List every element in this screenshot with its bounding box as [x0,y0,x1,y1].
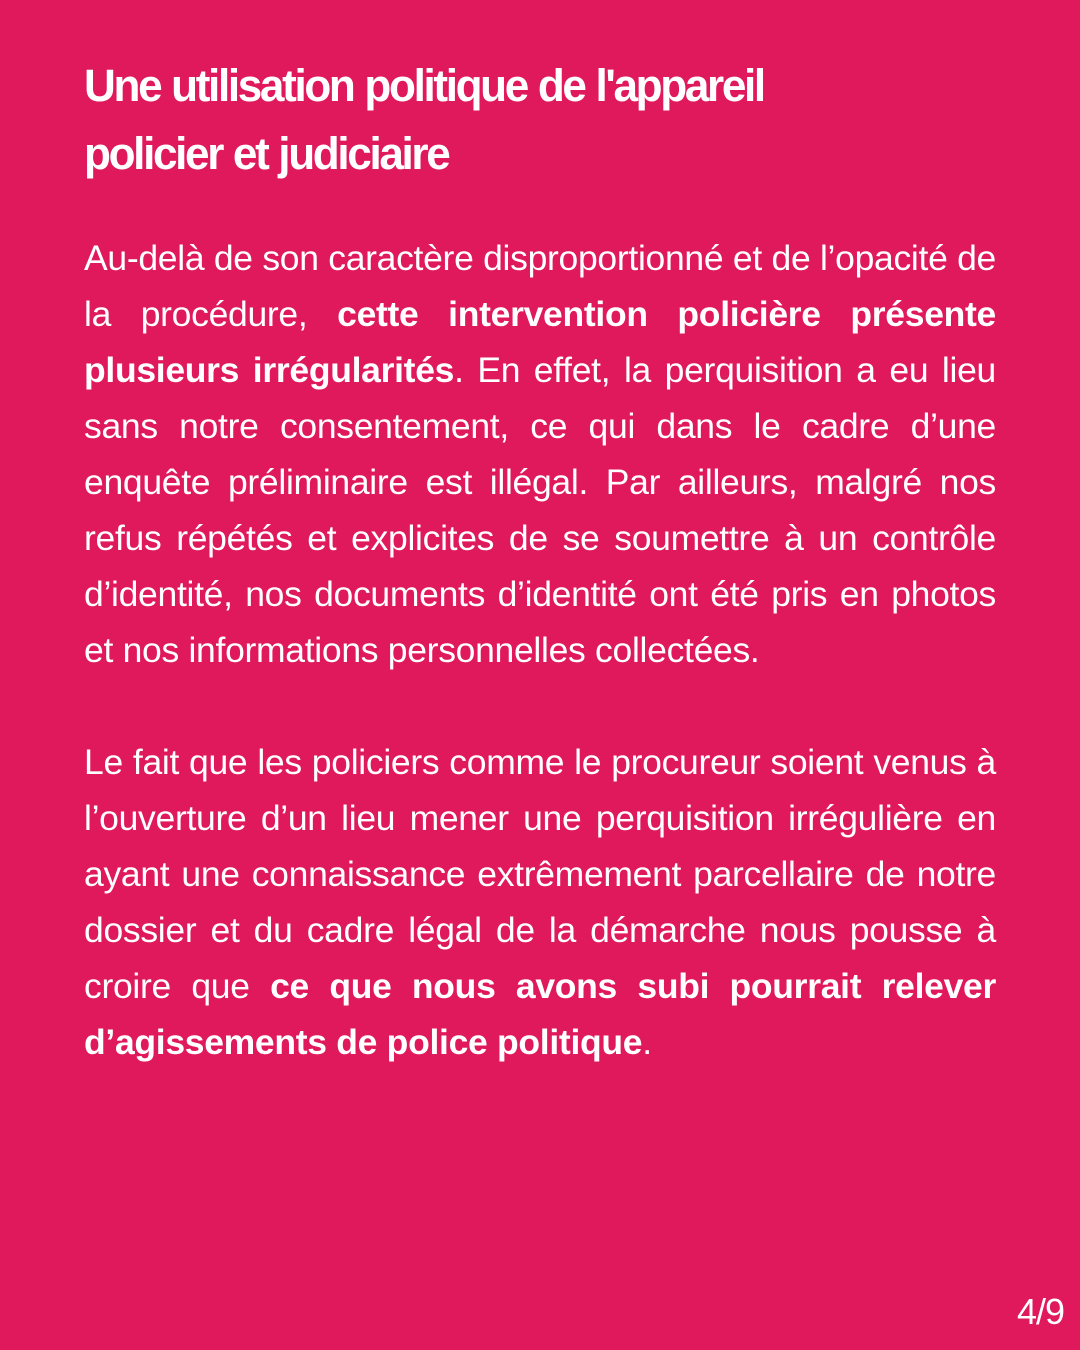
paragraph-2-emphasis: ce que nous avons subi pourrait relever d’agissements de police politique [84,966,996,1062]
paragraph-1-text-start: Au-delà de son caractère disproportionné et de l’opacité de la procédure, [84,238,996,334]
paragraph-irregularities [84,230,996,678]
page-counter: 4/9 [1016,1291,1064,1332]
title-line-1: Une utilisation politique de l'appareil [84,60,764,111]
paragraph-2-text-end: . [642,1022,652,1062]
slide-title [84,52,978,188]
paragraph-2-text-start: Le fait que les policiers comme le procureur soient venus à l’ouverture d’un lieu mener une perquisition irrégulière en ayant une connaissance extrêmement parcellaire de notre dossier et du cadre légal de la démarche nous pousse à croire que [84,742,996,1006]
paragraph-1-emphasis: cette intervention policière présente plusieurs irrégularités [84,294,996,390]
slide-content [84,52,996,1070]
title-line-2: policier et judiciaire [84,128,449,179]
paragraph-political-police [84,734,996,1070]
paragraph-1-text-end: . En effet, la perquisition a eu lieu sans notre consentement, ce qui dans le cadre d’une enquête préliminaire est illégal. Par ailleurs, malgré nos refus répétés et explicites de se soumettre à un contrôle d’identité, nos documents d’identité ont été pris en photos et nos informations personnelles collectées. [84,350,996,670]
